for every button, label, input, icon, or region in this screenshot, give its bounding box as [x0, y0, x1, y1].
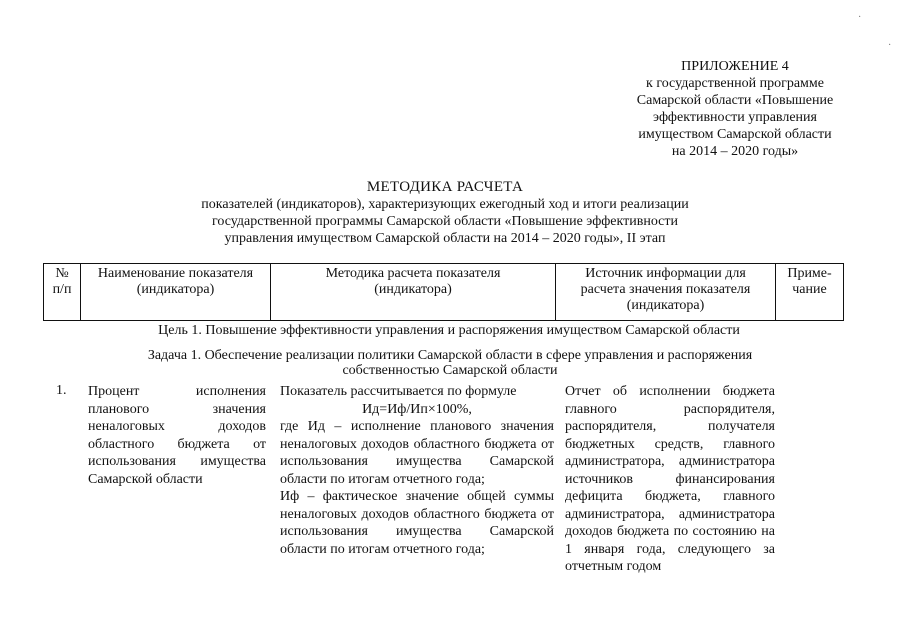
- appendix-number: ПРИЛОЖЕНИЕ 4: [681, 59, 789, 74]
- header-cell-source: Источник информации для расчета значения показателя (индикатора): [556, 264, 776, 321]
- appendix-line: на 2014 – 2020 годы»: [671, 144, 799, 159]
- header-cell-method: Методика расчета показателя (индикатора): [271, 264, 556, 321]
- appendix-block: [600, 58, 870, 160]
- method-definition: где Ид – исполнение планового значения неналоговых доходов областного бюджета от использования имущества Самарской области по итогам отчетного года;: [280, 419, 554, 487]
- title-subline: показателей (индикаторов), характеризующих ежегодный ход и итоги реализации: [201, 197, 689, 212]
- scan-mark: ·: [858, 12, 862, 23]
- row-number: 1.: [56, 383, 67, 398]
- title-heading: МЕТОДИКА РАСЧЕТА: [366, 179, 524, 195]
- task-line: собственностью Самарской области: [342, 363, 558, 378]
- task-heading: [90, 348, 810, 378]
- appendix-line: к государственной программе: [646, 76, 824, 91]
- document-title: [140, 179, 750, 247]
- header-cell-name: Наименование показателя (индикатора): [81, 264, 271, 321]
- method-definition: Иф – фактическое значение общей суммы неналоговых доходов областного бюджета от использования имущества Самарской области по итогам отчетного года;: [280, 489, 554, 557]
- title-subline: государственной программы Самарской области «Повышение эффективности: [212, 214, 678, 229]
- appendix-line: имуществом Самарской области: [638, 127, 832, 142]
- appendix-line: Самарской области «Повышение: [636, 93, 834, 108]
- method-intro: Показатель рассчитывается по формуле: [280, 384, 517, 399]
- information-source: Отчет об исполнении бюджета главного распорядителя, распорядителя, получателя бюджетных средств, главного администратора, администратора источников финансирования дефицита бюджета, главного администратора, администратора доходов бюджета по состоянию на 1 января года, следующего за отчетным годом: [565, 384, 775, 574]
- goal-heading: Цель 1. Повышение эффективности управления и распоряжения имуществом Самарской области: [158, 323, 740, 338]
- appendix-line: эффективности управления: [653, 110, 817, 125]
- header-cell-note: Приме- чание: [776, 264, 844, 321]
- title-subline: управления имуществом Самарской области на 2014 – 2020 годы», II этап: [224, 231, 666, 246]
- formula: Ид=Иф/Ип×100%,: [362, 401, 472, 417]
- table-header: [43, 263, 844, 321]
- scan-mark: ·: [888, 40, 892, 51]
- task-line: Задача 1. Обеспечение реализации политики Самарской области в сфере управления и распоряжения: [147, 348, 753, 363]
- calculation-method: [280, 383, 554, 558]
- header-cell-num: № п/п: [44, 264, 81, 321]
- indicator-name: Процент исполнения планового значения неналоговых доходов областного бюджета от использования имущества Самарской области: [88, 384, 266, 487]
